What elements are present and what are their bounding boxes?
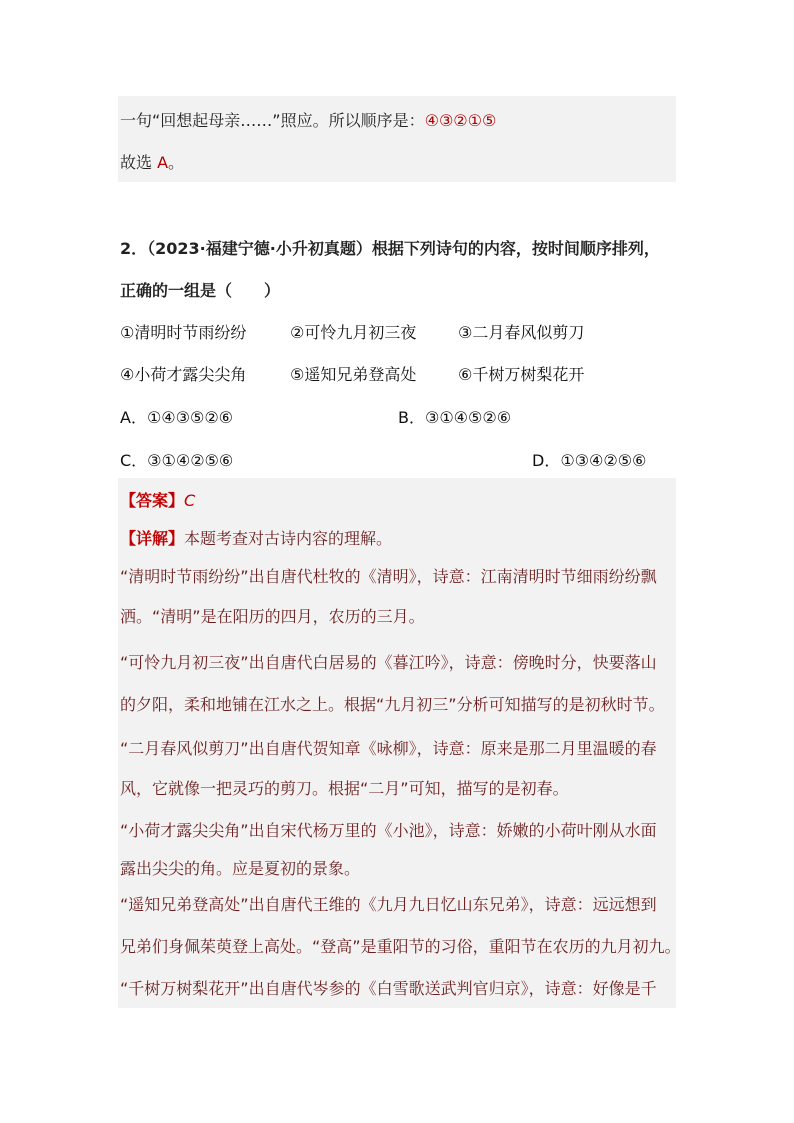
poem-item-3: ③二月春风似剪刀 [458, 323, 585, 342]
detail-line-9: “遥知兄弟登高处”出自唐代王维的《九月九日忆山东兄弟》，诗意：远远想到 [120, 895, 657, 914]
question-stem-line2 [120, 278, 280, 301]
prev-answer-end: 。 [168, 153, 185, 172]
detail-line-10: 兄弟们身佩茱萸登上高处。“登高”是重阳节的习俗，重阳节在农历的九月初九。 [120, 937, 681, 956]
poem-item-5: ⑤遥知兄弟登高处 [290, 365, 417, 384]
question-stem-part2: 正确的一组是（ ） [120, 281, 281, 300]
prev-answer-line1 [120, 108, 496, 131]
option-b[interactable]: B．③①④⑤②⑥ [398, 408, 512, 427]
question-number: 2． [120, 239, 148, 258]
detail-line-8: 露出尖尖的角。应是夏初的景象。 [120, 859, 361, 878]
prev-answer-text: 一句“回想起母亲……”照应。所以顺序是： [120, 111, 425, 130]
detail-intro-line [120, 526, 392, 549]
question-stem-part1: 根据下列诗句的内容，按时间顺序排列， [371, 239, 660, 258]
detail-line-11: “千树万树梨花开”出自唐代岑参的《白雪歌送武判官归京》，诗意：好像是千 [120, 979, 657, 998]
poem-item-2: ②可怜九月初三夜 [290, 323, 417, 342]
detail-intro: 本题考查对古诗内容的理解。 [184, 529, 393, 548]
detail-tag: 【详解】 [120, 529, 185, 548]
answer-line [120, 488, 195, 511]
detail-line-1: “清明时节雨纷纷”出自唐代杜牧的《清明》，诗意：江南清明时节细雨纷纷飘 [120, 567, 657, 586]
prev-answer-line2 [120, 150, 184, 173]
detail-line-6: 风，它就像一把灵巧的剪刀。根据“二月”可知，描写的是初春。 [120, 779, 569, 798]
poem-item-4: ④小荷才露尖尖角 [120, 365, 247, 384]
poem-item-6: ⑥千树万树梨花开 [458, 365, 585, 384]
detail-line-2: 洒。“清明”是在阳历的四月，农历的三月。 [120, 607, 425, 626]
prev-answer-prefix: 故选 [120, 153, 158, 172]
question-stem-line1 [120, 236, 660, 259]
answer-value: C [184, 491, 196, 510]
option-a[interactable]: A．①④③⑤②⑥ [120, 408, 234, 427]
detail-line-4: 的夕阳，柔和地铺在江水之上。根据“九月初三”分析可知描写的是初秋时节。 [120, 695, 665, 714]
poem-item-1: ①清明时节雨纷纷 [120, 323, 247, 342]
option-c[interactable]: C．③①④②⑤⑥ [120, 451, 234, 470]
detail-line-7: “小荷才露尖尖角”出自宋代杨万里的《小池》，诗意：娇嫩的小荷叶刚从水面 [120, 821, 657, 840]
prev-answer-order: ④③②①⑤ [424, 111, 497, 130]
answer-tag: 【答案】 [120, 491, 185, 510]
prev-answer-choice: A [157, 153, 169, 172]
question-source: （2023·福建宁德·小升初真题） [147, 239, 372, 258]
option-d[interactable]: D．①③④②⑤⑥ [532, 451, 647, 470]
detail-line-5: “二月春风似剪刀”出自唐代贺知章《咏柳》，诗意：原来是那二月里温暖的春 [120, 739, 657, 758]
detail-line-3: “可怜九月初三夜”出自唐代白居易的《暮江吟》，诗意：傍晚时分，快要落山 [120, 653, 657, 672]
